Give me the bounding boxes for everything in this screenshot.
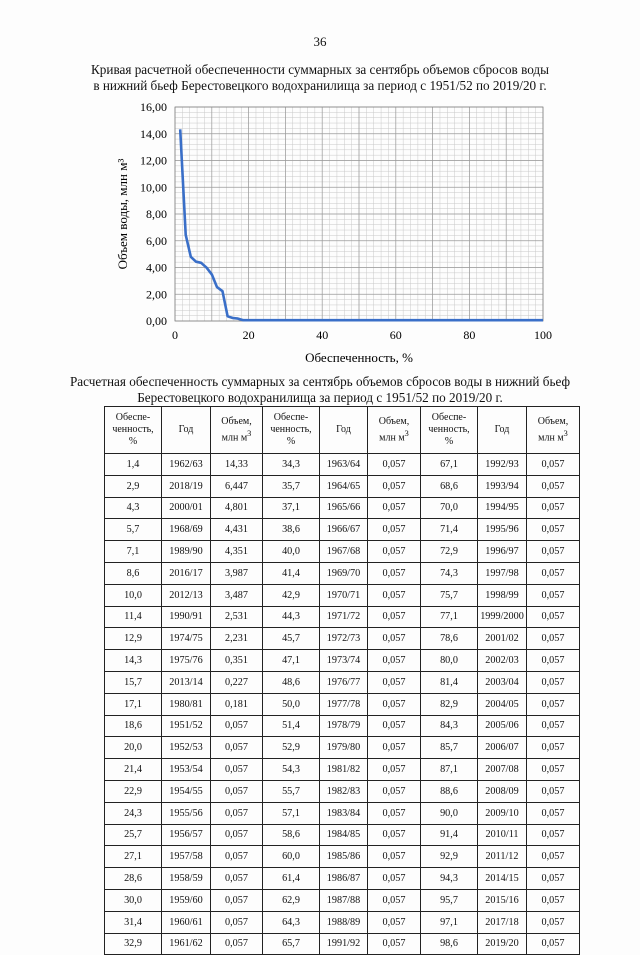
cell-probability: 41,4 xyxy=(263,562,320,584)
cell-probability: 81,4 xyxy=(421,671,478,693)
cell-year: 1971/72 xyxy=(320,606,368,628)
cell-volume: 2,531 xyxy=(211,606,263,628)
cell-year: 1993/94 xyxy=(478,475,527,497)
cell-year: 2010/11 xyxy=(478,824,527,846)
cell-probability: 67,1 xyxy=(421,454,478,476)
table-row xyxy=(105,715,580,737)
cell-volume: 0,057 xyxy=(527,933,580,955)
cell-year: 1965/66 xyxy=(320,497,368,519)
cell-year: 1974/75 xyxy=(162,628,211,650)
cell-year: 2000/01 xyxy=(162,497,211,519)
cell-year: 1969/70 xyxy=(320,562,368,584)
cell-probability: 27,1 xyxy=(105,846,162,868)
cell-volume: 0,057 xyxy=(211,889,263,911)
cell-volume: 0,057 xyxy=(368,824,421,846)
cell-volume: 4,801 xyxy=(211,497,263,519)
cell-year: 1963/64 xyxy=(320,454,368,476)
cell-year: 1955/56 xyxy=(162,802,211,824)
cell-probability: 45,7 xyxy=(263,628,320,650)
table-row xyxy=(105,846,580,868)
cell-year: 2016/17 xyxy=(162,562,211,584)
cell-volume: 0,057 xyxy=(368,628,421,650)
cell-year: 1966/67 xyxy=(320,519,368,541)
cell-probability: 72,9 xyxy=(421,541,478,563)
cell-year: 1977/78 xyxy=(320,693,368,715)
table-row xyxy=(105,454,580,476)
cell-volume: 0,227 xyxy=(211,671,263,693)
cell-year: 1968/69 xyxy=(162,519,211,541)
y-tick-label: 16,00 xyxy=(140,100,167,114)
cell-year: 2019/20 xyxy=(478,933,527,955)
cell-year: 2011/12 xyxy=(478,846,527,868)
cell-volume: 0,351 xyxy=(211,650,263,672)
cell-volume: 0,057 xyxy=(527,889,580,911)
cell-probability: 31,4 xyxy=(105,911,162,933)
cell-year: 1990/91 xyxy=(162,606,211,628)
cell-volume: 0,057 xyxy=(211,846,263,868)
cell-volume: 3,487 xyxy=(211,584,263,606)
cell-year: 1999/2000 xyxy=(478,606,527,628)
table-header-row xyxy=(105,407,580,454)
cell-year: 2017/18 xyxy=(478,911,527,933)
cell-year: 1976/77 xyxy=(320,671,368,693)
cell-volume: 0,057 xyxy=(527,824,580,846)
cell-year: 1996/97 xyxy=(478,541,527,563)
cell-probability: 22,9 xyxy=(105,780,162,802)
cell-year: 2007/08 xyxy=(478,759,527,781)
cell-year: 1951/52 xyxy=(162,715,211,737)
cell-volume: 0,057 xyxy=(527,541,580,563)
header-year: Год xyxy=(478,407,527,454)
cell-year: 1998/99 xyxy=(478,584,527,606)
table-row xyxy=(105,519,580,541)
x-tick-label: 40 xyxy=(316,328,329,342)
cell-year: 1979/80 xyxy=(320,737,368,759)
cell-volume: 3,987 xyxy=(211,562,263,584)
cell-probability: 8,6 xyxy=(105,562,162,584)
cell-probability: 92,9 xyxy=(421,846,478,868)
cell-year: 1989/90 xyxy=(162,541,211,563)
table-title-line-1: Расчетная обеспеченность суммарных за сентябрь объемов сбросов воды в нижний бьеф xyxy=(69,374,571,389)
cell-year: 1988/89 xyxy=(320,911,368,933)
cell-year: 2009/10 xyxy=(478,802,527,824)
header-volume: Объем, млн $м^3$ xyxy=(211,407,263,454)
cell-volume: 0,057 xyxy=(527,693,580,715)
cell-year: 1983/84 xyxy=(320,802,368,824)
cell-probability: 47,1 xyxy=(263,650,320,672)
cell-probability: 68,6 xyxy=(421,475,478,497)
table-row xyxy=(105,889,580,911)
cell-volume: 0,057 xyxy=(527,737,580,759)
cell-year: 1992/93 xyxy=(478,454,527,476)
cell-probability: 24,3 xyxy=(105,802,162,824)
cell-volume: 0,057 xyxy=(527,780,580,802)
cell-probability: 90,0 xyxy=(421,802,478,824)
cell-volume: 0,057 xyxy=(368,541,421,563)
cell-probability: 78,6 xyxy=(421,628,478,650)
cell-probability: 11,4 xyxy=(105,606,162,628)
table-row xyxy=(105,737,580,759)
cell-year: 1959/60 xyxy=(162,889,211,911)
table-row xyxy=(105,868,580,890)
cell-volume: 0,057 xyxy=(527,650,580,672)
cell-probability: 71,4 xyxy=(421,519,478,541)
cell-volume: 0,057 xyxy=(368,889,421,911)
cell-year: 2004/05 xyxy=(478,693,527,715)
header-probability: Обеспе- ченность, % xyxy=(263,407,320,454)
table-row xyxy=(105,824,580,846)
cell-year: 1970/71 xyxy=(320,584,368,606)
table-row xyxy=(105,584,580,606)
cell-year: 2001/02 xyxy=(478,628,527,650)
cell-probability: 17,1 xyxy=(105,693,162,715)
cell-year: 1960/61 xyxy=(162,911,211,933)
cell-probability: 51,4 xyxy=(263,715,320,737)
cell-volume: 0,057 xyxy=(211,824,263,846)
cell-probability: 28,6 xyxy=(105,868,162,890)
cell-volume: 0,057 xyxy=(211,759,263,781)
cell-probability: 55,7 xyxy=(263,780,320,802)
cell-probability: 85,7 xyxy=(421,737,478,759)
table-row xyxy=(105,933,580,955)
cell-probability: 2,9 xyxy=(105,475,162,497)
cell-year: 1953/54 xyxy=(162,759,211,781)
y-tick-label: 0,00 xyxy=(146,314,167,328)
header-volume: Объем, млн $м^3$ xyxy=(527,407,580,454)
cell-volume: 0,057 xyxy=(527,454,580,476)
cell-volume: 0,057 xyxy=(527,475,580,497)
table-row xyxy=(105,780,580,802)
cell-year: 1981/82 xyxy=(320,759,368,781)
cell-volume: 0,057 xyxy=(211,737,263,759)
cell-probability: 40,0 xyxy=(263,541,320,563)
cell-year: 2005/06 xyxy=(478,715,527,737)
header-probability: Обеспе- ченность, % xyxy=(421,407,478,454)
header-year: Год xyxy=(320,407,368,454)
cell-volume: 0,057 xyxy=(211,780,263,802)
table-row xyxy=(105,802,580,824)
cell-volume: 0,057 xyxy=(368,519,421,541)
cell-year: 2014/15 xyxy=(478,868,527,890)
cell-year: 2012/13 xyxy=(162,584,211,606)
cell-volume: 0,057 xyxy=(211,715,263,737)
cell-year: 1956/57 xyxy=(162,824,211,846)
table-row xyxy=(105,911,580,933)
cell-volume: 0,057 xyxy=(211,868,263,890)
cell-probability: 64,3 xyxy=(263,911,320,933)
cell-year: 1972/73 xyxy=(320,628,368,650)
y-tick-label: 10,00 xyxy=(140,180,167,195)
table-title xyxy=(0,374,640,406)
cell-probability: 60,0 xyxy=(263,846,320,868)
cell-volume: 0,057 xyxy=(527,562,580,584)
table-row xyxy=(105,650,580,672)
cell-year: 2002/03 xyxy=(478,650,527,672)
cell-probability: 30,0 xyxy=(105,889,162,911)
cell-volume: 0,057 xyxy=(368,715,421,737)
cell-volume: 0,057 xyxy=(368,454,421,476)
cell-volume: 0,057 xyxy=(368,933,421,955)
cell-probability: 58,6 xyxy=(263,824,320,846)
y-tick-label: 6,00 xyxy=(146,233,167,248)
cell-volume: 0,057 xyxy=(527,846,580,868)
cell-year: 1967/68 xyxy=(320,541,368,563)
cell-volume: 0,057 xyxy=(368,759,421,781)
cell-probability: 91,4 xyxy=(421,824,478,846)
cell-probability: 1,4 xyxy=(105,454,162,476)
table-row xyxy=(105,628,580,650)
cell-probability: 84,3 xyxy=(421,715,478,737)
cell-year: 2015/16 xyxy=(478,889,527,911)
cell-volume: 0,057 xyxy=(527,584,580,606)
cell-volume: 6,447 xyxy=(211,475,263,497)
y-axis-label: Объем воды, млн м³ xyxy=(115,158,130,270)
cell-volume: 0,057 xyxy=(368,911,421,933)
cell-volume: 0,057 xyxy=(368,475,421,497)
cell-probability: 14,3 xyxy=(105,650,162,672)
cell-volume: 0,057 xyxy=(368,780,421,802)
cell-volume: 0,057 xyxy=(211,933,263,955)
cell-volume: 0,057 xyxy=(211,802,263,824)
cell-year: 1986/87 xyxy=(320,868,368,890)
cell-probability: 57,1 xyxy=(263,802,320,824)
cell-year: 1954/55 xyxy=(162,780,211,802)
cell-probability: 52,9 xyxy=(263,737,320,759)
chart-title-line-1: Кривая расчетной обеспеченности суммарных за сентябрь объемов сбросов воды xyxy=(91,62,549,77)
cell-year: 1997/98 xyxy=(478,562,527,584)
exceedance-table xyxy=(104,406,580,955)
cell-year: 1958/59 xyxy=(162,868,211,890)
table-row xyxy=(105,541,580,563)
cell-probability: 5,7 xyxy=(105,519,162,541)
cell-year: 1991/92 xyxy=(320,933,368,955)
cell-probability: 35,7 xyxy=(263,475,320,497)
cell-volume: 0,057 xyxy=(368,693,421,715)
cell-year: 1984/85 xyxy=(320,824,368,846)
x-axis-label: Обеспеченность, % xyxy=(305,350,413,365)
cell-probability: 54,3 xyxy=(263,759,320,781)
cell-year: 2003/04 xyxy=(478,671,527,693)
cell-year: 1994/95 xyxy=(478,497,527,519)
cell-volume: 0,057 xyxy=(527,715,580,737)
cell-probability: 50,0 xyxy=(263,693,320,715)
cell-volume: 0,057 xyxy=(527,868,580,890)
table-row xyxy=(105,759,580,781)
table-row xyxy=(105,475,580,497)
y-tick-label: 2,00 xyxy=(146,287,167,302)
cell-volume: 0,057 xyxy=(368,584,421,606)
cell-probability: 65,7 xyxy=(263,933,320,955)
cell-year: 1978/79 xyxy=(320,715,368,737)
x-tick-label: 0 xyxy=(172,328,178,342)
header-probability: Обеспе- ченность, % xyxy=(105,407,162,454)
page-number: 36 xyxy=(313,34,327,49)
x-tick-label: 100 xyxy=(534,328,552,342)
cell-year: 1961/62 xyxy=(162,933,211,955)
cell-volume: 0,057 xyxy=(368,868,421,890)
cell-volume: 0,181 xyxy=(211,693,263,715)
cell-year: 1995/96 xyxy=(478,519,527,541)
cell-year: 2018/19 xyxy=(162,475,211,497)
cell-volume: 14,33 xyxy=(211,454,263,476)
cell-probability: 75,7 xyxy=(421,584,478,606)
cell-year: 2013/14 xyxy=(162,671,211,693)
cell-volume: 0,057 xyxy=(527,911,580,933)
cell-probability: 87,1 xyxy=(421,759,478,781)
cell-volume: 4,351 xyxy=(211,541,263,563)
cell-probability: 18,6 xyxy=(105,715,162,737)
cell-year: 1957/58 xyxy=(162,846,211,868)
cell-probability: 74,3 xyxy=(421,562,478,584)
cell-volume: 0,057 xyxy=(527,628,580,650)
cell-volume: 2,231 xyxy=(211,628,263,650)
cell-volume: 0,057 xyxy=(368,497,421,519)
x-tick-label: 20 xyxy=(242,328,255,342)
cell-year: 1987/88 xyxy=(320,889,368,911)
cell-probability: 38,6 xyxy=(263,519,320,541)
table-row xyxy=(105,497,580,519)
cell-year: 1962/63 xyxy=(162,454,211,476)
cell-probability: 15,7 xyxy=(105,671,162,693)
table-row xyxy=(105,693,580,715)
cell-volume: 0,057 xyxy=(368,737,421,759)
cell-probability: 80,0 xyxy=(421,650,478,672)
cell-volume: 0,057 xyxy=(527,759,580,781)
cell-probability: 48,6 xyxy=(263,671,320,693)
cell-volume: 0,057 xyxy=(368,606,421,628)
y-tick-label: 8,00 xyxy=(146,207,167,221)
cell-year: 2006/07 xyxy=(478,737,527,759)
cell-volume: 0,057 xyxy=(368,846,421,868)
cell-year: 1964/65 xyxy=(320,475,368,497)
cell-probability: 42,9 xyxy=(263,584,320,606)
cell-probability: 12,9 xyxy=(105,628,162,650)
cell-volume: 0,057 xyxy=(368,802,421,824)
cell-volume: 0,057 xyxy=(527,606,580,628)
chart-title-line-2: в нижний бьеф Берестовецкого водохранилища за период с 1951/52 по 2019/20 г. xyxy=(93,78,547,93)
cell-probability: 44,3 xyxy=(263,606,320,628)
cell-year: 2008/09 xyxy=(478,780,527,802)
header-year: Год xyxy=(162,407,211,454)
cell-probability: 20,0 xyxy=(105,737,162,759)
cell-probability: 82,9 xyxy=(421,693,478,715)
cell-volume: 0,057 xyxy=(368,650,421,672)
cell-probability: 70,0 xyxy=(421,497,478,519)
cell-probability: 61,4 xyxy=(263,868,320,890)
cell-year: 1982/83 xyxy=(320,780,368,802)
cell-probability: 4,3 xyxy=(105,497,162,519)
y-tick-label: 4,00 xyxy=(146,260,167,275)
cell-probability: 10,0 xyxy=(105,584,162,606)
cell-probability: 88,6 xyxy=(421,780,478,802)
x-tick-label: 80 xyxy=(463,328,476,342)
cell-volume: 0,057 xyxy=(527,671,580,693)
cell-volume: 0,057 xyxy=(527,519,580,541)
cell-probability: 37,1 xyxy=(263,497,320,519)
y-tick-label: 14,00 xyxy=(140,126,167,141)
cell-probability: 7,1 xyxy=(105,541,162,563)
cell-volume: 0,057 xyxy=(211,911,263,933)
cell-volume: 0,057 xyxy=(527,802,580,824)
cell-volume: 4,431 xyxy=(211,519,263,541)
cell-volume: 0,057 xyxy=(368,671,421,693)
cell-year: 1973/74 xyxy=(320,650,368,672)
cell-probability: 98,6 xyxy=(421,933,478,955)
cell-probability: 34,3 xyxy=(263,454,320,476)
cell-probability: 25,7 xyxy=(105,824,162,846)
header-volume: Объем, млн $м^3$ xyxy=(368,407,421,454)
cell-volume: 0,057 xyxy=(527,497,580,519)
table-row xyxy=(105,562,580,584)
cell-year: 1985/86 xyxy=(320,846,368,868)
cell-probability: 32,9 xyxy=(105,933,162,955)
cell-year: 1975/76 xyxy=(162,650,211,672)
cell-probability: 97,1 xyxy=(421,911,478,933)
chart-title xyxy=(0,62,640,94)
table-row xyxy=(105,671,580,693)
cell-probability: 95,7 xyxy=(421,889,478,911)
cell-year: 1952/53 xyxy=(162,737,211,759)
cell-probability: 77,1 xyxy=(421,606,478,628)
cell-year: 1980/81 xyxy=(162,693,211,715)
exceedance-chart xyxy=(105,100,575,372)
table-title-line-2: Берестовецкого водохранилища за период с 1951/52 по 2019/20 г. xyxy=(137,390,503,405)
cell-probability: 62,9 xyxy=(263,889,320,911)
cell-probability: 94,3 xyxy=(421,868,478,890)
cell-probability: 21,4 xyxy=(105,759,162,781)
cell-volume: 0,057 xyxy=(368,562,421,584)
x-tick-label: 60 xyxy=(389,328,402,342)
y-tick-label: 12,00 xyxy=(140,153,167,168)
table-row xyxy=(105,606,580,628)
